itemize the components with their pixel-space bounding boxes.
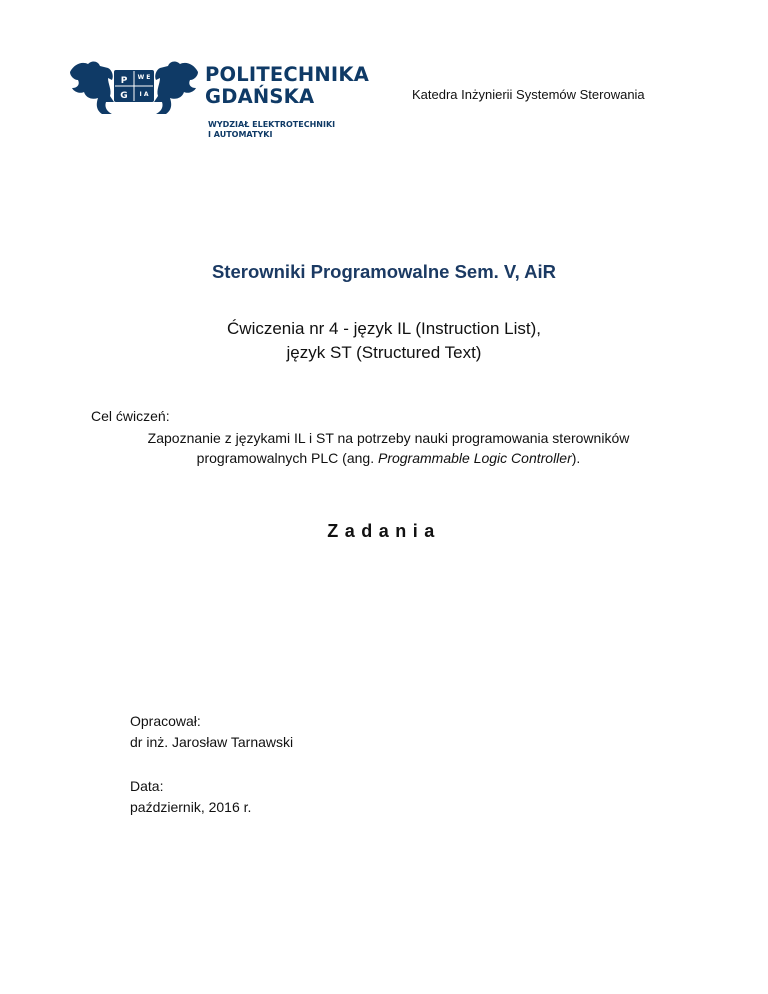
faculty-name (208, 120, 335, 140)
exercise-subtitle-line2: język ST (Structured Text) (286, 343, 482, 362)
goal-line2-italic: Programmable Logic Controller (377, 450, 572, 466)
svg-text:W E: W E (137, 74, 151, 81)
goal-line2-prefix: programowalnych PLC (ang. (196, 450, 378, 466)
faculty-name-line2: I AUTOMATYKI (208, 130, 273, 139)
section-heading-tasks: Zadania (327, 521, 441, 541)
exercise-subtitle (0, 317, 768, 365)
svg-text:P: P (120, 76, 128, 86)
faculty-name-line1: WYDZIAŁ ELEKTROTECHNIKI (208, 120, 336, 129)
goal-description-line1: Zapoznanie z językami IL i ST na potrzeby nauki programowania sterowników (147, 430, 630, 446)
author-block (130, 711, 293, 753)
university-name-line2: GDAŃSKA (205, 85, 315, 108)
svg-text:G: G (120, 91, 128, 101)
university-name (205, 64, 369, 108)
goal-description (91, 428, 686, 468)
course-title: Sterowniki Programowalne Sem. V, AiR (211, 261, 557, 282)
university-name-line1: POLITECHNIKA (205, 63, 369, 86)
university-emblem-icon (68, 58, 200, 118)
date-label: Data: (130, 778, 164, 794)
exercise-subtitle-line1: Ćwiczenia nr 4 - język IL (Instruction List), (227, 319, 541, 338)
author-label: Opracował: (130, 713, 201, 729)
goal-line2-suffix: ). (571, 450, 581, 466)
svg-text:I A: I A (139, 91, 149, 98)
author-name: dr inż. Jarosław Tarnawski (130, 734, 294, 750)
date-value: październik, 2016 r. (130, 799, 252, 815)
goal-description-line2 (91, 448, 686, 468)
goal-label: Cel ćwiczeń: (91, 408, 170, 424)
department-name: Katedra Inżynierii Systemów Sterowania (412, 87, 645, 102)
university-logo (68, 58, 388, 148)
date-block (130, 776, 251, 818)
